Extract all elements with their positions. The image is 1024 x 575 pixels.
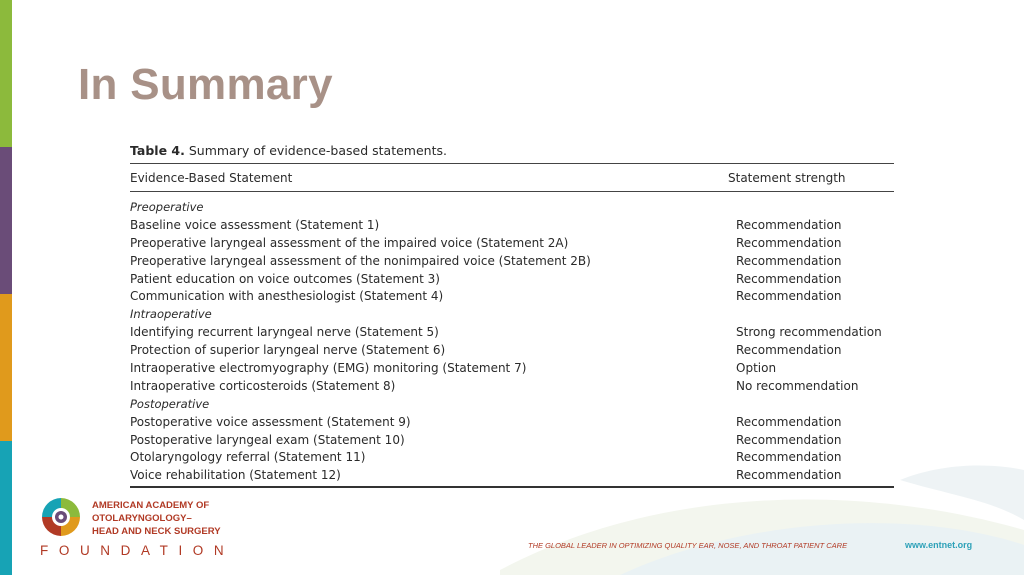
column-header-statement: Evidence-Based Statement <box>130 170 293 185</box>
statement-cell: Intraoperative corticosteroids (Statement 8) <box>130 378 396 393</box>
table-caption <box>130 141 894 163</box>
table-row <box>130 234 894 252</box>
table-header-row <box>130 164 894 191</box>
evidence-table <box>130 141 894 488</box>
footer-tagline: THE GLOBAL LEADER IN OPTIMIZING QUALITY EAR, NOSE, AND THROAT PATIENT CARE <box>528 541 848 550</box>
organization-foundation: FOUNDATION <box>40 543 235 558</box>
aao-hns-foundation-logo-icon <box>40 496 82 538</box>
statement-cell: Preoperative laryngeal assessment of the nonimpaired voice (Statement 2B) <box>130 253 591 268</box>
strength-cell: Strong recommendation <box>736 325 882 340</box>
table-row <box>130 216 894 234</box>
stripe-green <box>0 0 12 147</box>
strength-cell: Recommendation <box>736 235 842 250</box>
table-row <box>130 341 894 359</box>
table-row <box>130 323 894 341</box>
statement-cell: Identifying recurrent laryngeal nerve (Statement 5) <box>130 325 439 340</box>
table-row <box>130 431 894 449</box>
section-heading: Postoperative <box>130 396 210 411</box>
table-row <box>130 270 894 288</box>
strength-cell: Recommendation <box>736 289 842 304</box>
statement-cell: Postoperative voice assessment (Statement 9) <box>130 414 411 429</box>
section-heading: Preoperative <box>130 199 204 214</box>
table-caption-label: Table 4. <box>130 143 185 158</box>
table-row <box>130 413 894 431</box>
strength-cell: Recommendation <box>736 253 842 268</box>
decorative-swoosh <box>500 460 1024 575</box>
table-row <box>130 359 894 377</box>
strength-cell: Recommendation <box>736 432 842 447</box>
statement-cell: Baseline voice assessment (Statement 1) <box>130 217 380 232</box>
table-body <box>130 192 894 486</box>
statement-cell: Otolaryngology referral (Statement 11) <box>130 450 366 465</box>
statement-cell: Intraoperative electromyography (EMG) monitoring (Statement 7) <box>130 360 527 375</box>
statement-cell: Preoperative laryngeal assessment of the impaired voice (Statement 2A) <box>130 235 569 250</box>
strength-cell: Recommendation <box>736 414 842 429</box>
stripe-purple <box>0 147 12 294</box>
table-row <box>130 377 894 395</box>
org-name-line-1: AMERICAN ACADEMY OF <box>92 500 210 511</box>
table-caption-text: Summary of evidence-based statements. <box>188 143 447 158</box>
strength-cell: Recommendation <box>736 450 842 465</box>
stripe-teal <box>0 441 12 575</box>
statement-cell: Voice rehabilitation (Statement 12) <box>130 468 341 483</box>
table-row <box>130 252 894 270</box>
table-row <box>130 287 894 305</box>
side-color-stripe <box>0 0 12 575</box>
section-heading: Intraoperative <box>130 307 212 322</box>
slide-title: In Summary <box>78 60 333 109</box>
stripe-orange <box>0 294 12 441</box>
strength-cell: Recommendation <box>736 217 842 232</box>
org-name-line-3: HEAD AND NECK SURGERY <box>92 526 221 537</box>
strength-cell: Option <box>736 360 777 375</box>
statement-cell: Protection of superior laryngeal nerve (Statement 6) <box>130 343 446 358</box>
strength-cell: Recommendation <box>736 468 842 483</box>
strength-cell: Recommendation <box>736 271 842 286</box>
statement-cell: Postoperative laryngeal exam (Statement 10) <box>130 432 405 447</box>
website-link[interactable]: www.entnet.org <box>905 540 973 550</box>
column-header-strength: Statement strength <box>728 170 846 185</box>
org-name-line-2: OTOLARYNGOLOGY– <box>92 513 192 524</box>
strength-cell: Recommendation <box>736 343 842 358</box>
statement-cell: Communication with anesthesiologist (Statement 4) <box>130 289 444 304</box>
strength-cell: No recommendation <box>736 378 859 393</box>
statement-cell: Patient education on voice outcomes (Statement 3) <box>130 271 440 286</box>
organization-name <box>92 499 221 538</box>
